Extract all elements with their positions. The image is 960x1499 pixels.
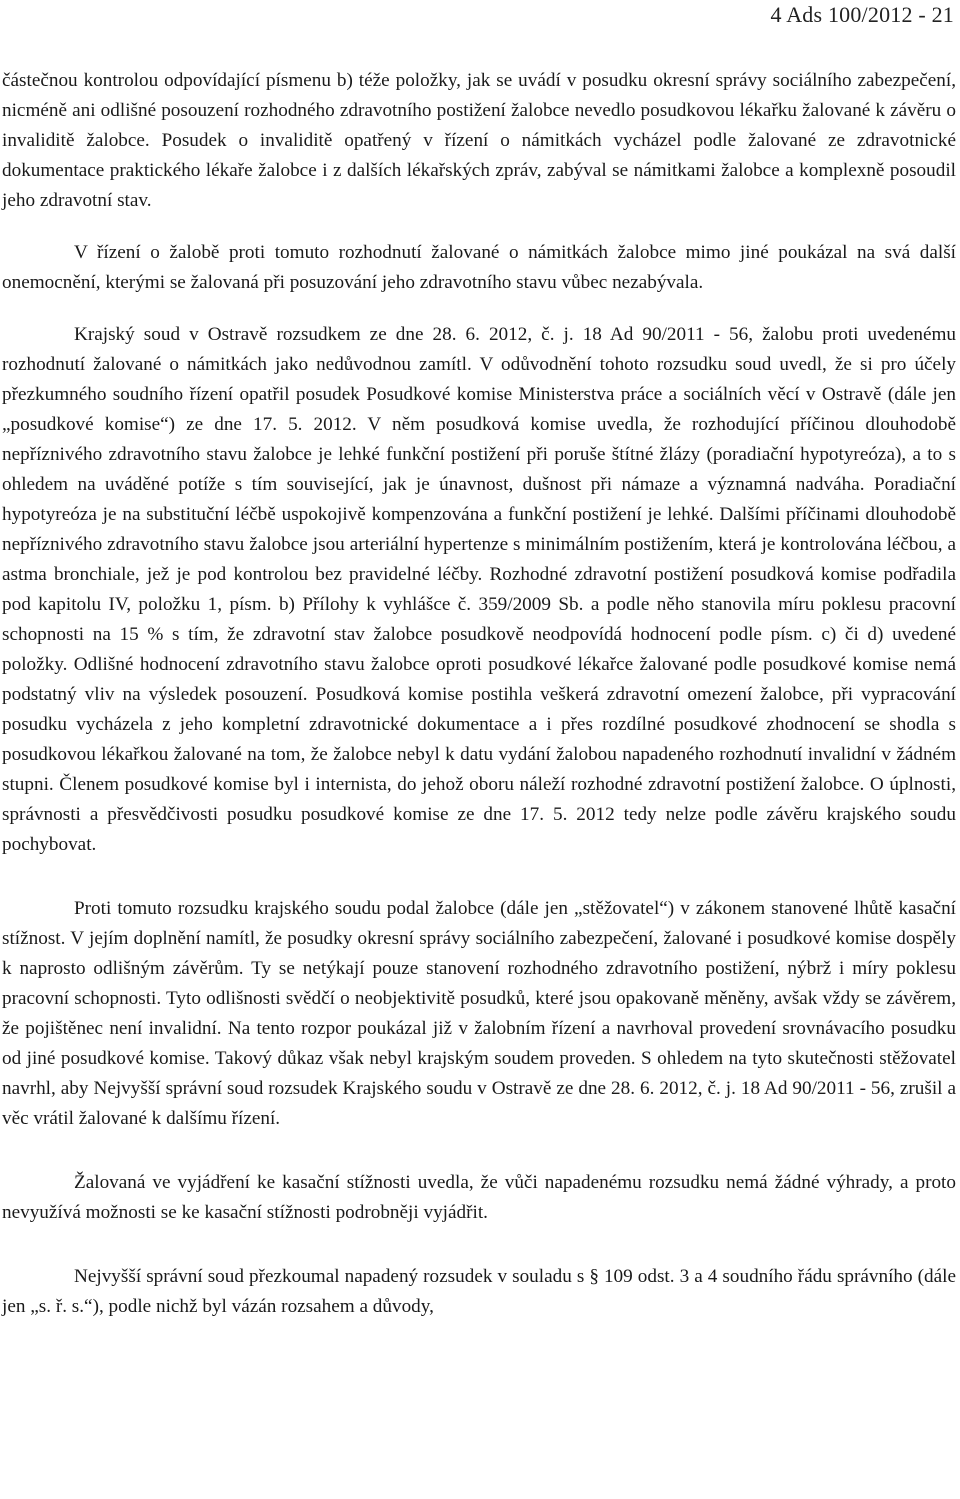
paragraph-regional-court: Krajský soud v Ostravě rozsudkem ze dne 28. 6. 2012, č. j. 18 Ad 90/2011 - 56, žalobu proti uvedenému rozhodnutí žalované o námitkách jako nedůvodnou zamítl. V odůvodnění tohoto rozsudku soud uvedl, že si pro účely přezkumného soudního řízení opatřil posudek Posudkové komise Ministerstva práce a sociálních věcí v Ostravě (dále jen „posudkové komise“) ze dne 17. 5. 2012. V něm posudková komise uvedla, že rozhodující příčinou dlouhodobě nepříznivého zdravotního stavu žalobce je lehké funkční postižení při poruše štítné žlázy (poradiační hypotyreóza), a to s ohledem na uváděné potíže s tím související, jak je únavnost, dušnost při námaze a významná nadváha. Poradiační hypotyreóza je na substituční léčbě uspokojivě kompenzována a funkční postižení je lehké. Dalšími příčinami dlouhodobě nepříznivého zdravotního stavu žalobce jsou arteriální hypertenze s minimálním postižením, která je kontrolována léčbou, a astma bronchiale, jež je pod kontrolou bez pravidelné léčby. Rozhodné zdravotní postižení posudková komise podřadila pod kapitolu IV, položku 1, písm. b) Přílohy k vyhlášce č. 359/2009 Sb. a podle něho stanovila míru poklesu pracovní schopnosti na 15 % s tím, že zdravotní stav žalobce posudkově neodpovídá hodnocení podle písm. c) či d) uvedené položky. Odlišné hodnocení zdravotního stavu žalobce oproti posudkové lékařce žalované podle posudkové komise nemá podstatný vliv na výsledek posouzení. Posudková komise postihla veškerá zdravotní omezení žalobce, při vypracování posudku vycházela z jeho kompletní zdravotnické dokumentace a i přes rozdílné posudkové zhodnocení se shodla s posudkovou lékařkou žalované na tom, že žalobce nebyl k datu vydání žalobou napadeného rozhodnutí invalidní v žádném stupni. Členem posudkové komise byl i internista, do jehož oboru náleží rozhodné zdravotní postižení žalobce. O úplnosti, správnosti a přesvědčivosti posudku posudkové komise ze dne 17. 5. 2012 tedy nelze podle závěru krajského soudu pochybovat. (2, 324, 956, 855)
paragraph-defendant-statement: Žalovaná ve vyjádření ke kasační stížnosti uvedla, že vůči napadenému rozsudku nemá žádné výhrady, a proto nevyužívá možnosti se ke kasační stížnosti podrobněji vyjádřit. (2, 1172, 956, 1223)
paragraph-supreme-court: Nejvyšší správní soud přezkoumal napadený rozsudek v souladu s § 109 odst. 3 a 4 soudního řádu správního (dále jen „s. ř. s.“), podle nichž byl vázán rozsahem a důvody, (2, 1266, 956, 1317)
paragraph-cassation-complaint: Proti tomuto rozsudku krajského soudu podal žalobce (dále jen „stěžovatel“) v zákonem stanovené lhůtě kasační stížnost. V jejím doplnění namítl, že posudky okresní správy sociálního zabezpečení, žalované i posudkové komise dospěly k naprosto odlišným závěrům. Ty se netýkají pouze stanovení rozhodného zdravotního postižení, nýbrž i míry poklesu pracovní schopnosti. Tyto odlišnosti svědčí o neobjektivitě posudků, které jsou opakovaně měněny, avšak vždy se závěrem, že pojištěnec není invalidní. Na tento rozpor poukázal již v žalobním řízení a navrhoval provedení srovnávacího posudku od jiné posudkové komise. Takový důkaz však nebyl krajským soudem proveden. S ohledem na tyto skutečnosti stěžovatel navrhl, aby Nejvyšší správní soud rozsudek Krajského soudu v Ostravě ze dne 28. 6. 2012, č. j. 18 Ad 90/2011 - 56, zrušil a věc vrátil žalované k dalšímu řízení. (2, 898, 956, 1129)
paragraph-continuation: částečnou kontrolou odpovídající písmenu b) téže položky, jak se uvádí v posudku okresní správy sociálního zabezpečení, nicméně ani odlišné posouzení rozhodného zdravotního postižení žalobce nevedlo posudkovou lékařku žalované k závěru o invaliditě žalobce. Posudek o invaliditě opatřený v řízení o námitkách vycházel podle žalované ze zdravotnické dokumentace praktického lékaře žalobce i z dalších lékařských zpráv, zabýval se námitkami žalobce a komplexně posoudil jeho zdravotní stav. (2, 70, 956, 211)
document-body (2, 66, 956, 1322)
case-reference: 4 Ads 100/2012 - 21 (770, 2, 954, 27)
paragraph-lawsuit: V řízení o žalobě proti tomuto rozhodnutí žalované o námitkách žalobce mimo jiné poukázal na svá další onemocnění, kterými se žalovaná při posuzování jeho zdravotního stavu vůbec nezabývala. (2, 242, 956, 293)
